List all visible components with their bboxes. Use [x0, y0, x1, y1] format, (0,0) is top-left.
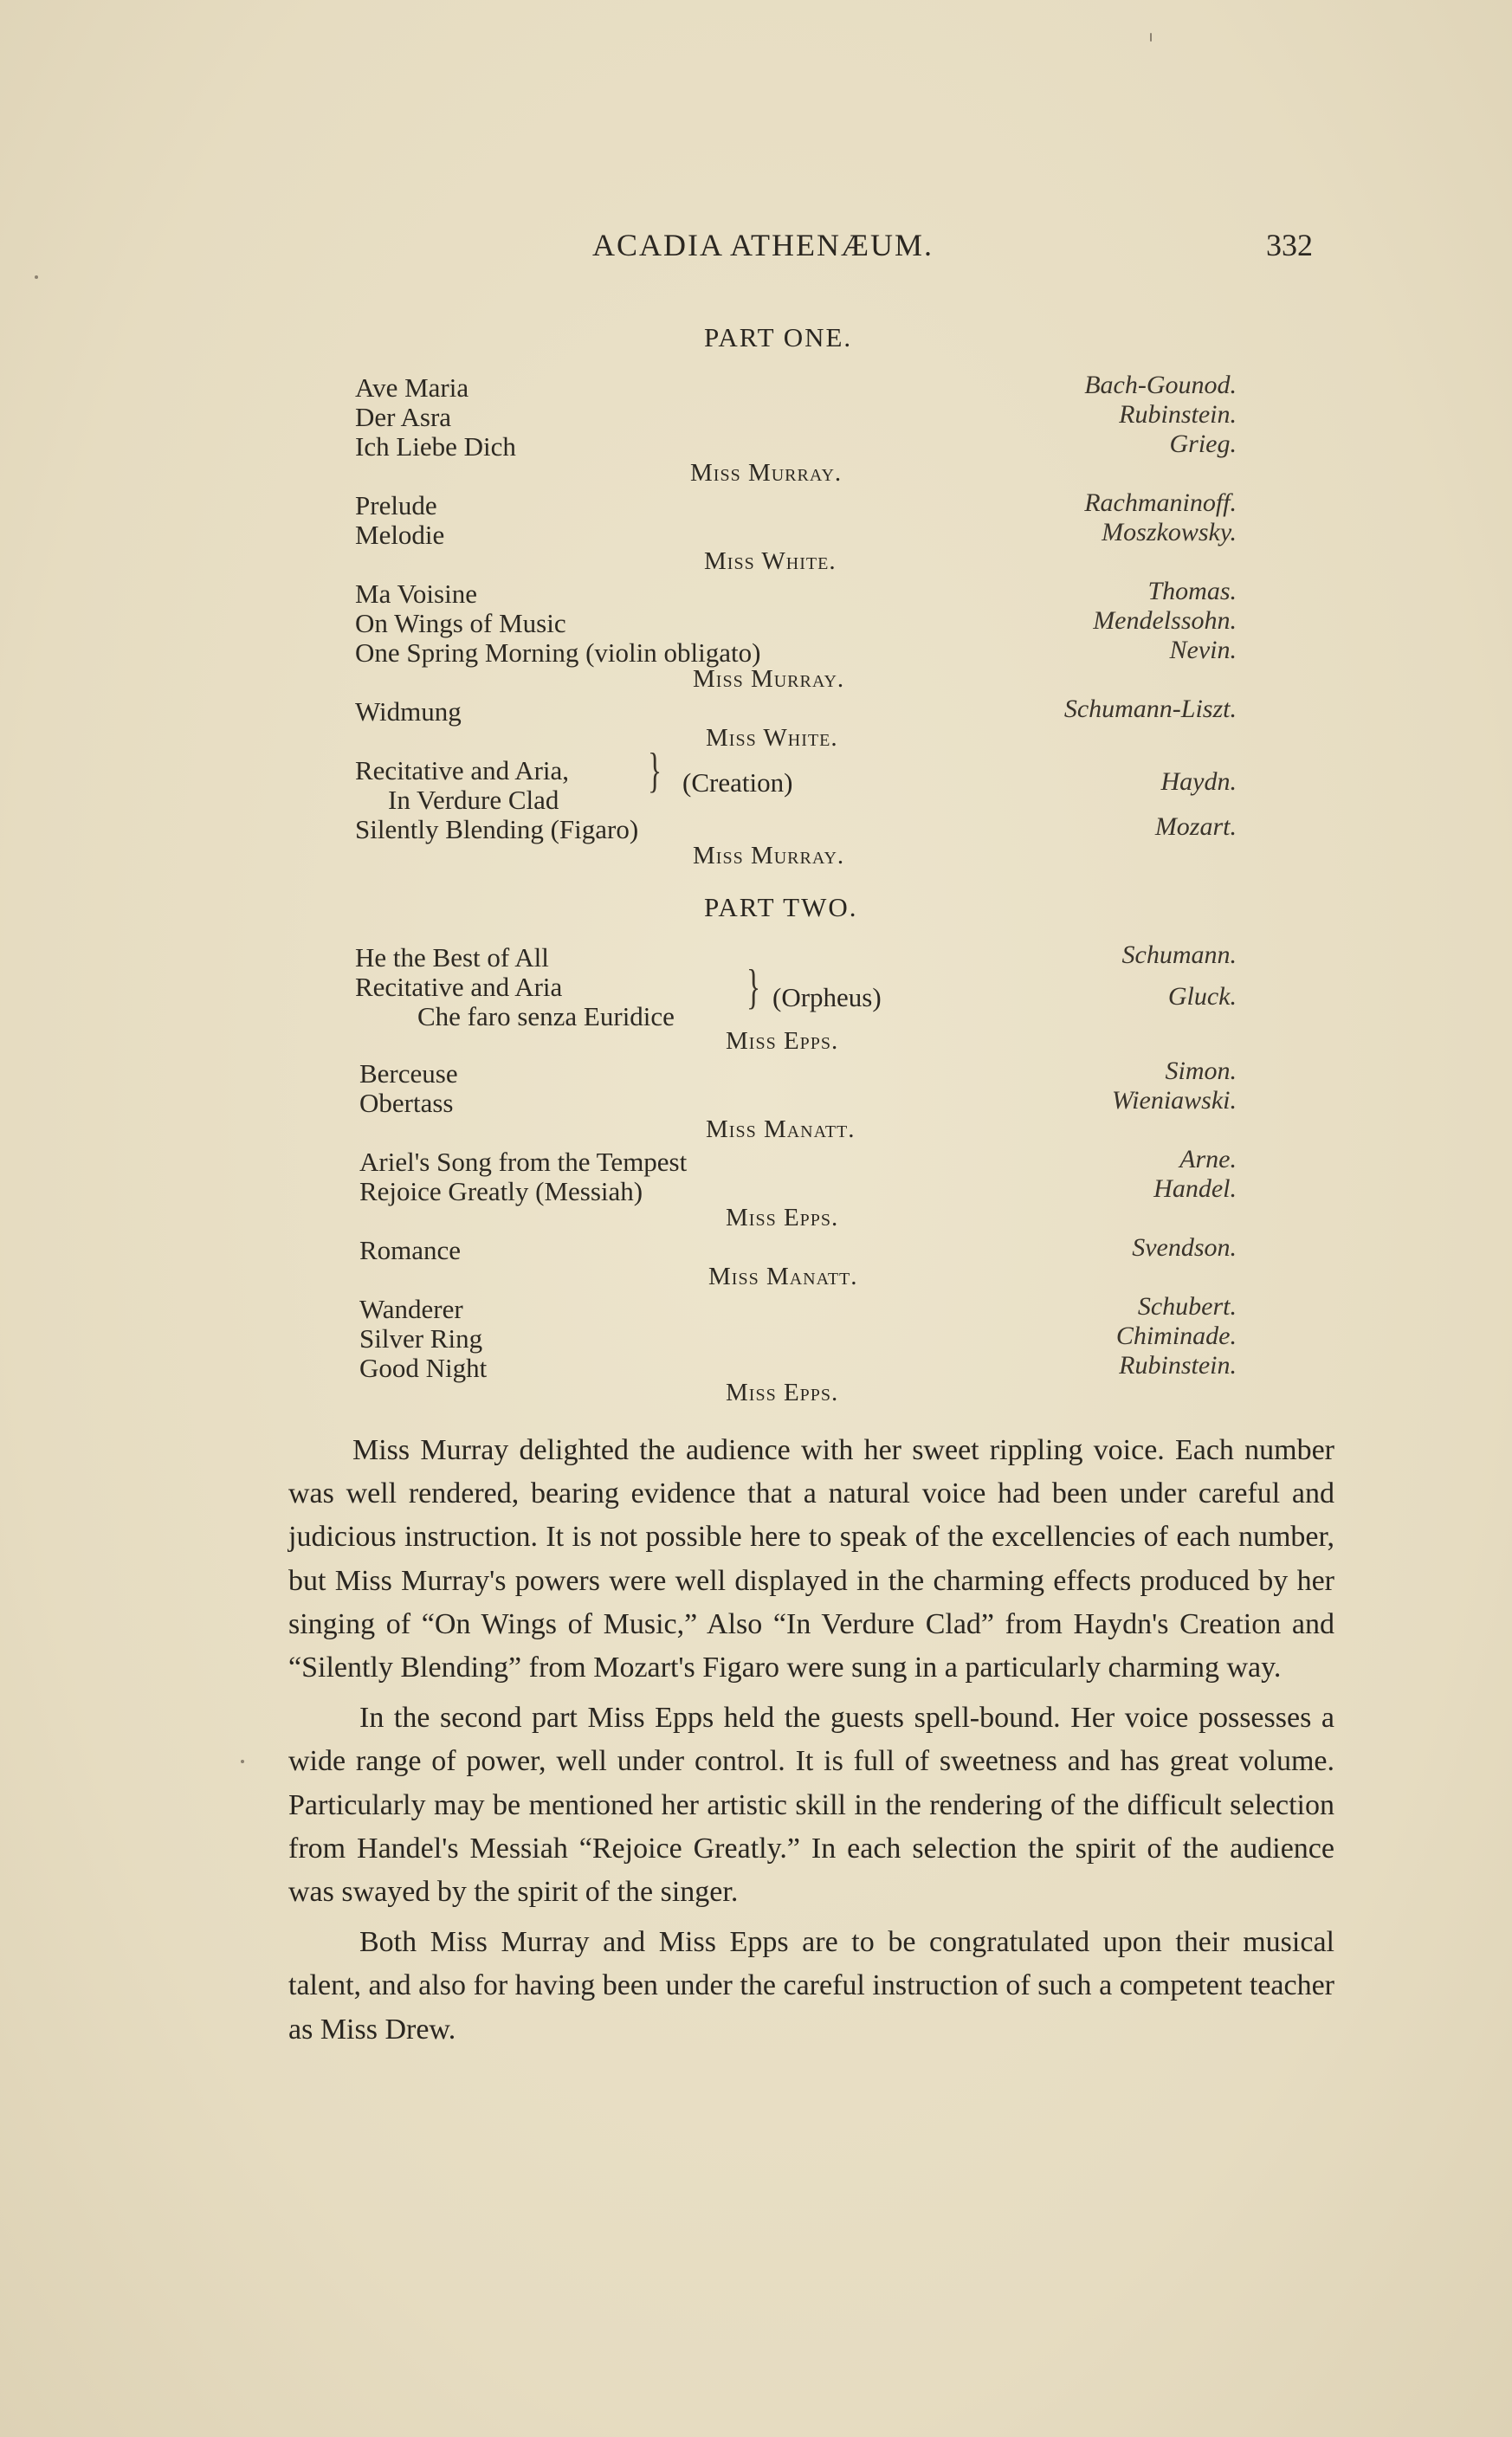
- grouping-brace: }: [648, 744, 662, 798]
- program-item-title: Widmung: [355, 696, 462, 727]
- program-item-title: Che faro senza Euridice: [417, 1001, 675, 1031]
- program-item-composer: Schubert.: [1137, 1292, 1237, 1321]
- program-item-title: Berceuse: [359, 1058, 458, 1089]
- paragraph: In the second part Miss Epps held the guests spell-bound. Her voice possesses a wide range of power, well under control. It is full of sweetness and has great volume. Particularly may be mentioned her artistic skill in the rendering of the difficult selection from Handel's Messiah “Rejoice Greatly.” In each selection the spirit of the audience was swayed by the spirit of the singer.: [288, 1702, 1334, 1909]
- program-item-composer: Mendelssohn.: [1093, 606, 1237, 635]
- performer-name: Miss White.: [706, 724, 838, 752]
- grouping-brace: }: [746, 960, 761, 1014]
- program-item-title: Obertass: [359, 1088, 454, 1118]
- program-item-title: Recitative and Aria,: [355, 755, 570, 785]
- program-item-title: Recitative and Aria: [355, 972, 563, 1002]
- performer-name: Miss Murray.: [693, 842, 845, 869]
- program-item-title: Romance: [359, 1235, 462, 1265]
- program-item-composer: Handel.: [1153, 1174, 1237, 1203]
- program-item-title: Der Asra: [355, 402, 452, 432]
- paragraph: Both Miss Murray and Miss Epps are to be congratulated upon their musical talent, and also for having been under the careful instruction of such a competent teacher as Miss Drew.: [288, 1926, 1334, 2046]
- program-item-title: Good Night: [359, 1353, 488, 1383]
- program-item-title: In Verdure Clad: [388, 785, 559, 815]
- performer-name: Miss Epps.: [726, 1204, 839, 1231]
- program-item-composer: Grieg.: [1169, 430, 1237, 458]
- work-note: (Creation): [682, 767, 793, 798]
- performer-name: Miss Murray.: [690, 459, 843, 487]
- program-item-composer: Schumann.: [1121, 941, 1237, 969]
- paragraph: Miss Murray delighted the audience with her sweet rippling voice. Each number was well rendered, bearing evidence that a natural voice had been under careful and judicious instruction. It is not possible here to speak of the excellencies of each number, but Miss Murray's powers were well displayed in the charming effects produced by her singing of “On Wings of Music,” Also “In Verdure Clad” from Haydn's Creation and “Silently Blending” from Mozart's Figaro were sung in a particularly charming way.: [288, 1434, 1334, 1684]
- performer-name: Miss Murray.: [693, 665, 845, 693]
- program-item-composer: Rubinstein.: [1119, 1351, 1237, 1380]
- performer-name: Miss Epps.: [726, 1379, 839, 1406]
- program-item-composer: Nevin.: [1169, 636, 1237, 664]
- program-item-title: Wanderer: [359, 1294, 463, 1324]
- performer-name: Miss Manatt.: [708, 1263, 858, 1290]
- program-item-title: He the Best of All: [355, 942, 549, 973]
- part-two-heading: PART TWO.: [704, 892, 858, 922]
- performer-name: Miss Manatt.: [706, 1115, 856, 1143]
- program-item-title: Ich Liebe Dich: [355, 431, 516, 462]
- program-item-composer: Rubinstein.: [1119, 400, 1237, 429]
- program-item-title: On Wings of Music: [355, 608, 566, 638]
- program-item-title: Melodie: [355, 520, 445, 550]
- program-item-composer: Wieniawski.: [1111, 1086, 1237, 1115]
- program-item-composer: Rachmaninoff.: [1084, 488, 1237, 517]
- program-item-composer: Bach-Gounod.: [1084, 371, 1237, 399]
- program-item-title: Ariel's Song from the Tempest: [359, 1147, 688, 1177]
- paper-speck: [1150, 33, 1152, 42]
- program-item-composer: Arne.: [1179, 1145, 1237, 1173]
- part-one-heading: PART ONE.: [704, 322, 853, 352]
- program-item-title: Silently Blending (Figaro): [355, 814, 639, 844]
- work-note: (Orpheus): [772, 982, 882, 1012]
- review-text: [288, 1429, 1334, 2059]
- performer-name: Miss Epps.: [726, 1027, 839, 1055]
- page-number: 332: [1266, 228, 1313, 262]
- paper-speck: [241, 1760, 244, 1763]
- paper-speck: [35, 275, 38, 279]
- program-item-title: Silver Ring: [359, 1323, 483, 1354]
- program-item-title: Rejoice Greatly (Messiah): [359, 1176, 643, 1206]
- program-item-composer: Gluck.: [1167, 982, 1237, 1011]
- program-item-title: Ma Voisine: [355, 579, 477, 609]
- program-item-title: Ave Maria: [355, 372, 469, 403]
- program-item-composer: Simon.: [1165, 1057, 1237, 1085]
- program-item-composer: Chiminade.: [1115, 1322, 1237, 1350]
- program-item-composer: Schumann-Liszt.: [1063, 695, 1237, 723]
- program-item-title: One Spring Morning (violin obligato): [355, 637, 761, 668]
- performer-name: Miss White.: [704, 547, 837, 575]
- program-item-composer: Moszkowsky.: [1102, 518, 1237, 546]
- program-item-composer: Thomas.: [1147, 577, 1237, 605]
- program-item-composer: Mozart.: [1154, 812, 1237, 841]
- program-item-title: Prelude: [355, 490, 437, 520]
- program-item-composer: Svendson.: [1132, 1233, 1237, 1262]
- program-item-composer: Haydn.: [1160, 767, 1237, 796]
- journal-title: ACADIA ATHENÆUM.: [592, 228, 934, 262]
